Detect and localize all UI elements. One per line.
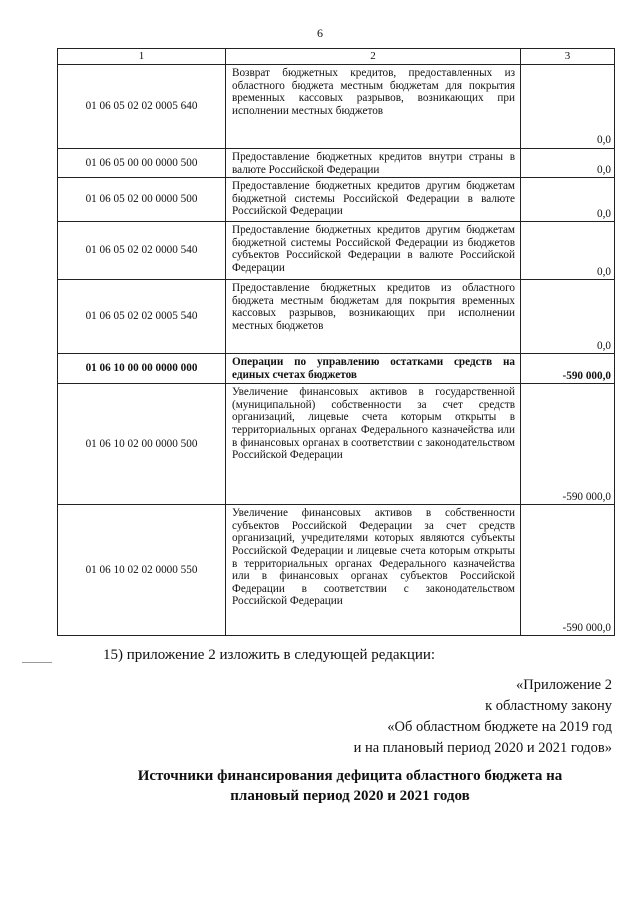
amendment-paragraph: 15) приложение 2 изложить в следующей редакции:	[103, 647, 436, 663]
table-row	[58, 65, 615, 149]
annex-line: «Приложение 2	[516, 677, 612, 693]
row-value: 0,0	[521, 280, 615, 354]
row-value: 0,0	[521, 178, 615, 222]
row-name: Предоставление бюджетных кредитов из областного бюджета местным бюджетам для покрытия временных кассовых разрывов, возникающих при исполнении местных бюджетов	[226, 280, 521, 354]
row-code: 01 06 05 00 00 0000 500	[58, 149, 226, 178]
row-name: Предоставление бюджетных кредитов другим бюджетам бюджетной системы Российской Федерации в валюте Российской Федерации	[226, 178, 521, 222]
table-row	[58, 280, 615, 354]
table-row	[58, 222, 615, 280]
row-name: Увеличение финансовых активов в собственности субъектов Российской Федерации за счет средств организаций, учредителями которых являются субъекты Российской Федерации и лицевые счета которым открыты в территориальных органах Федерального казначейства или в финансовых органах субъектов Российской Федерации в соответствии с законодательством Российской Федерации	[226, 505, 521, 636]
row-name: Возврат бюджетных кредитов, предоставленных из областного бюджета местным бюджетам для покрытия временных кассовых разрывов, возникающих при исполнении местных бюджетов	[226, 65, 521, 149]
column-header-3: 3	[521, 49, 615, 65]
row-code: 01 06 05 02 00 0000 500	[58, 178, 226, 222]
table-row	[58, 505, 615, 636]
annex-line: «Об областном бюджете на 2019 год	[387, 719, 612, 735]
row-value: -590 000,0	[521, 505, 615, 636]
document-title	[100, 766, 600, 806]
column-header-1: 1	[58, 49, 226, 65]
row-value: 0,0	[521, 65, 615, 149]
row-code: 01 06 10 02 02 0000 550	[58, 505, 226, 636]
row-name: Предоставление бюджетных кредитов другим бюджетам бюджетной системы Российской Федерации из бюджетов субъектов Российской Федерации в валюте Российской Федерации	[226, 222, 521, 280]
page-number: 6	[317, 26, 323, 40]
annex-line: к областному закону	[485, 698, 612, 714]
title-line: Источники финансирования дефицита областного бюджета на	[137, 768, 563, 784]
row-code: 01 06 10 00 00 0000 000	[58, 354, 226, 384]
title-line: плановый период 2020 и 2021 годов	[230, 788, 470, 804]
row-name: Операции по управлению остатками средств на единых счетах бюджетов	[226, 354, 521, 384]
row-value: 0,0	[521, 222, 615, 280]
table-row	[58, 149, 615, 178]
row-code: 01 06 05 02 02 0005 640	[58, 65, 226, 149]
table-row	[58, 354, 615, 384]
financing-sources-table	[57, 48, 615, 636]
row-name: Предоставление бюджетных кредитов внутри страны в валюте Российской Федерации	[226, 149, 521, 178]
row-value: 0,0	[521, 149, 615, 178]
table-header-row	[58, 49, 615, 65]
table-row	[58, 178, 615, 222]
annex-reference	[354, 675, 612, 759]
row-code: 01 06 05 02 02 0000 540	[58, 222, 226, 280]
row-value: -590 000,0	[521, 384, 615, 505]
row-code: 01 06 10 02 00 0000 500	[58, 384, 226, 505]
row-code: 01 06 05 02 02 0005 540	[58, 280, 226, 354]
table-row	[58, 384, 615, 505]
row-name: Увеличение финансовых активов в государственной (муниципальной) собственности за счет средств организаций, лицевые счета которым открыты в территориальных органах Федерального казначейства или в финансовых органах в соответствии с законодательством Российской Федерации	[226, 384, 521, 505]
margin-mark	[22, 662, 52, 663]
annex-line: и на плановый период 2020 и 2021 годов»	[353, 740, 612, 756]
column-header-2: 2	[226, 49, 521, 65]
row-value: -590 000,0	[521, 354, 615, 384]
